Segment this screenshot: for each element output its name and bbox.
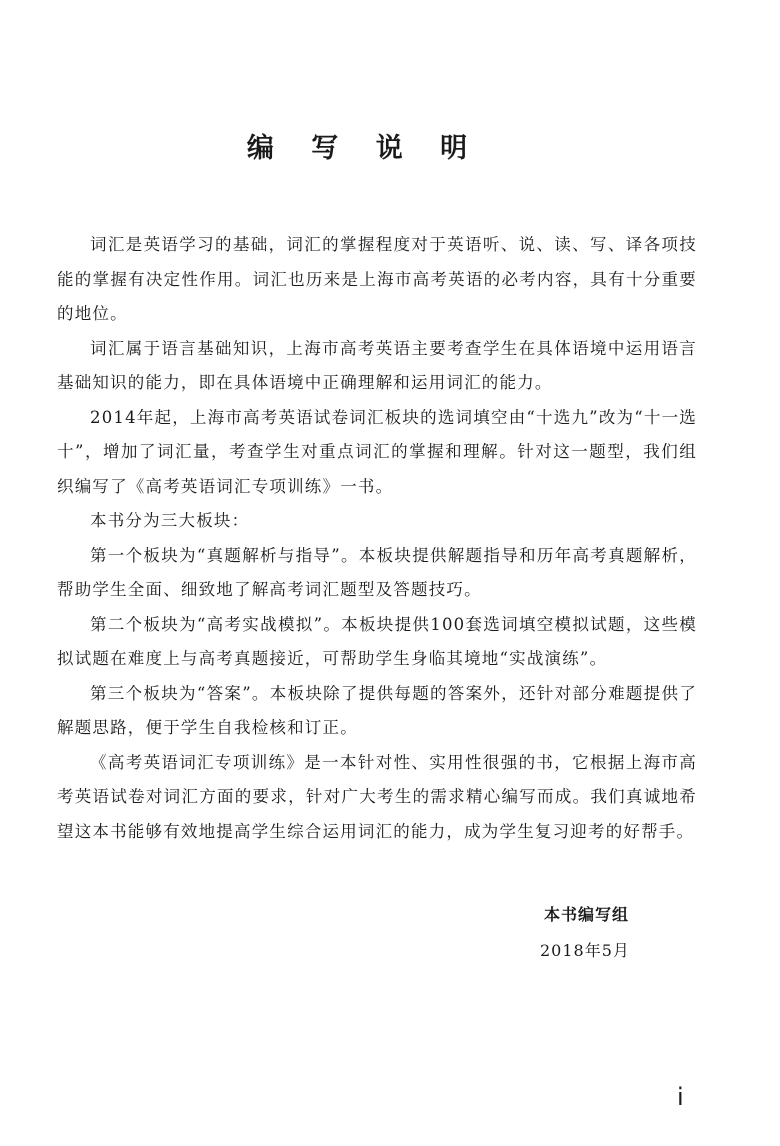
paragraph-section-1: 第一个板块为“真题解析与指导”。本板块提供解题指导和历年高考真题解析，帮助学生全面、细致地了解高考词汇题型及答题技巧。 — [57, 545, 697, 599]
paragraph-section-3: 第三个板块为“答案”。本板块除了提供每题的答案外，还针对部分难题提供了解题思路，便于学生自我检核和订正。 — [57, 683, 697, 737]
signature-block — [540, 900, 740, 966]
signature-date: 2018年5月 — [540, 941, 630, 960]
page-title: 编 写 说 明 — [246, 133, 482, 164]
paragraph-2014-change: 2014年起，上海市高考英语试卷词汇板块的选词填空由“十选九”改为“十一选十”，增加了词汇量，考查学生对重点词汇的掌握和理解。针对这一题型，我们组织编写了《高考英语词汇专项训练》一书。 — [57, 407, 697, 496]
page-number: i — [677, 1083, 684, 1111]
paragraph-section-2: 第二个板块为“高考实战模拟”。本板块提供100套选词填空模拟试题，这些模拟试题在难度上与高考真题接近，可帮助学生身临其境地“实战演练”。 — [57, 614, 697, 668]
signature-organization: 本书编写组 — [544, 905, 630, 924]
paragraph-knowledge: 词汇属于语言基础知识，上海市高考英语主要考查学生在具体语境中运用语言基础知识的能力，即在具体语境中正确理解和运用词汇的能力。 — [57, 338, 697, 392]
paragraph-sections-overview: 本书分为三大板块： — [90, 511, 250, 530]
preface-body — [57, 228, 697, 849]
paragraph-conclusion: 《高考英语词汇专项训练》是一本针对性、实用性很强的书，它根据上海市高考英语试卷对词汇方面的要求，针对广大考生的需求精心编写而成。我们真诚地希望这本书能够有效地提高学生综合运用词汇的能力，成为学生复习迎考的好帮手。 — [57, 752, 697, 841]
paragraph-intro: 词汇是英语学习的基础，词汇的掌握程度对于英语听、说、读、写、译各项技能的掌握有决定性作用。词汇也历来是上海市高考英语的必考内容，具有十分重要的地位。 — [57, 235, 697, 323]
